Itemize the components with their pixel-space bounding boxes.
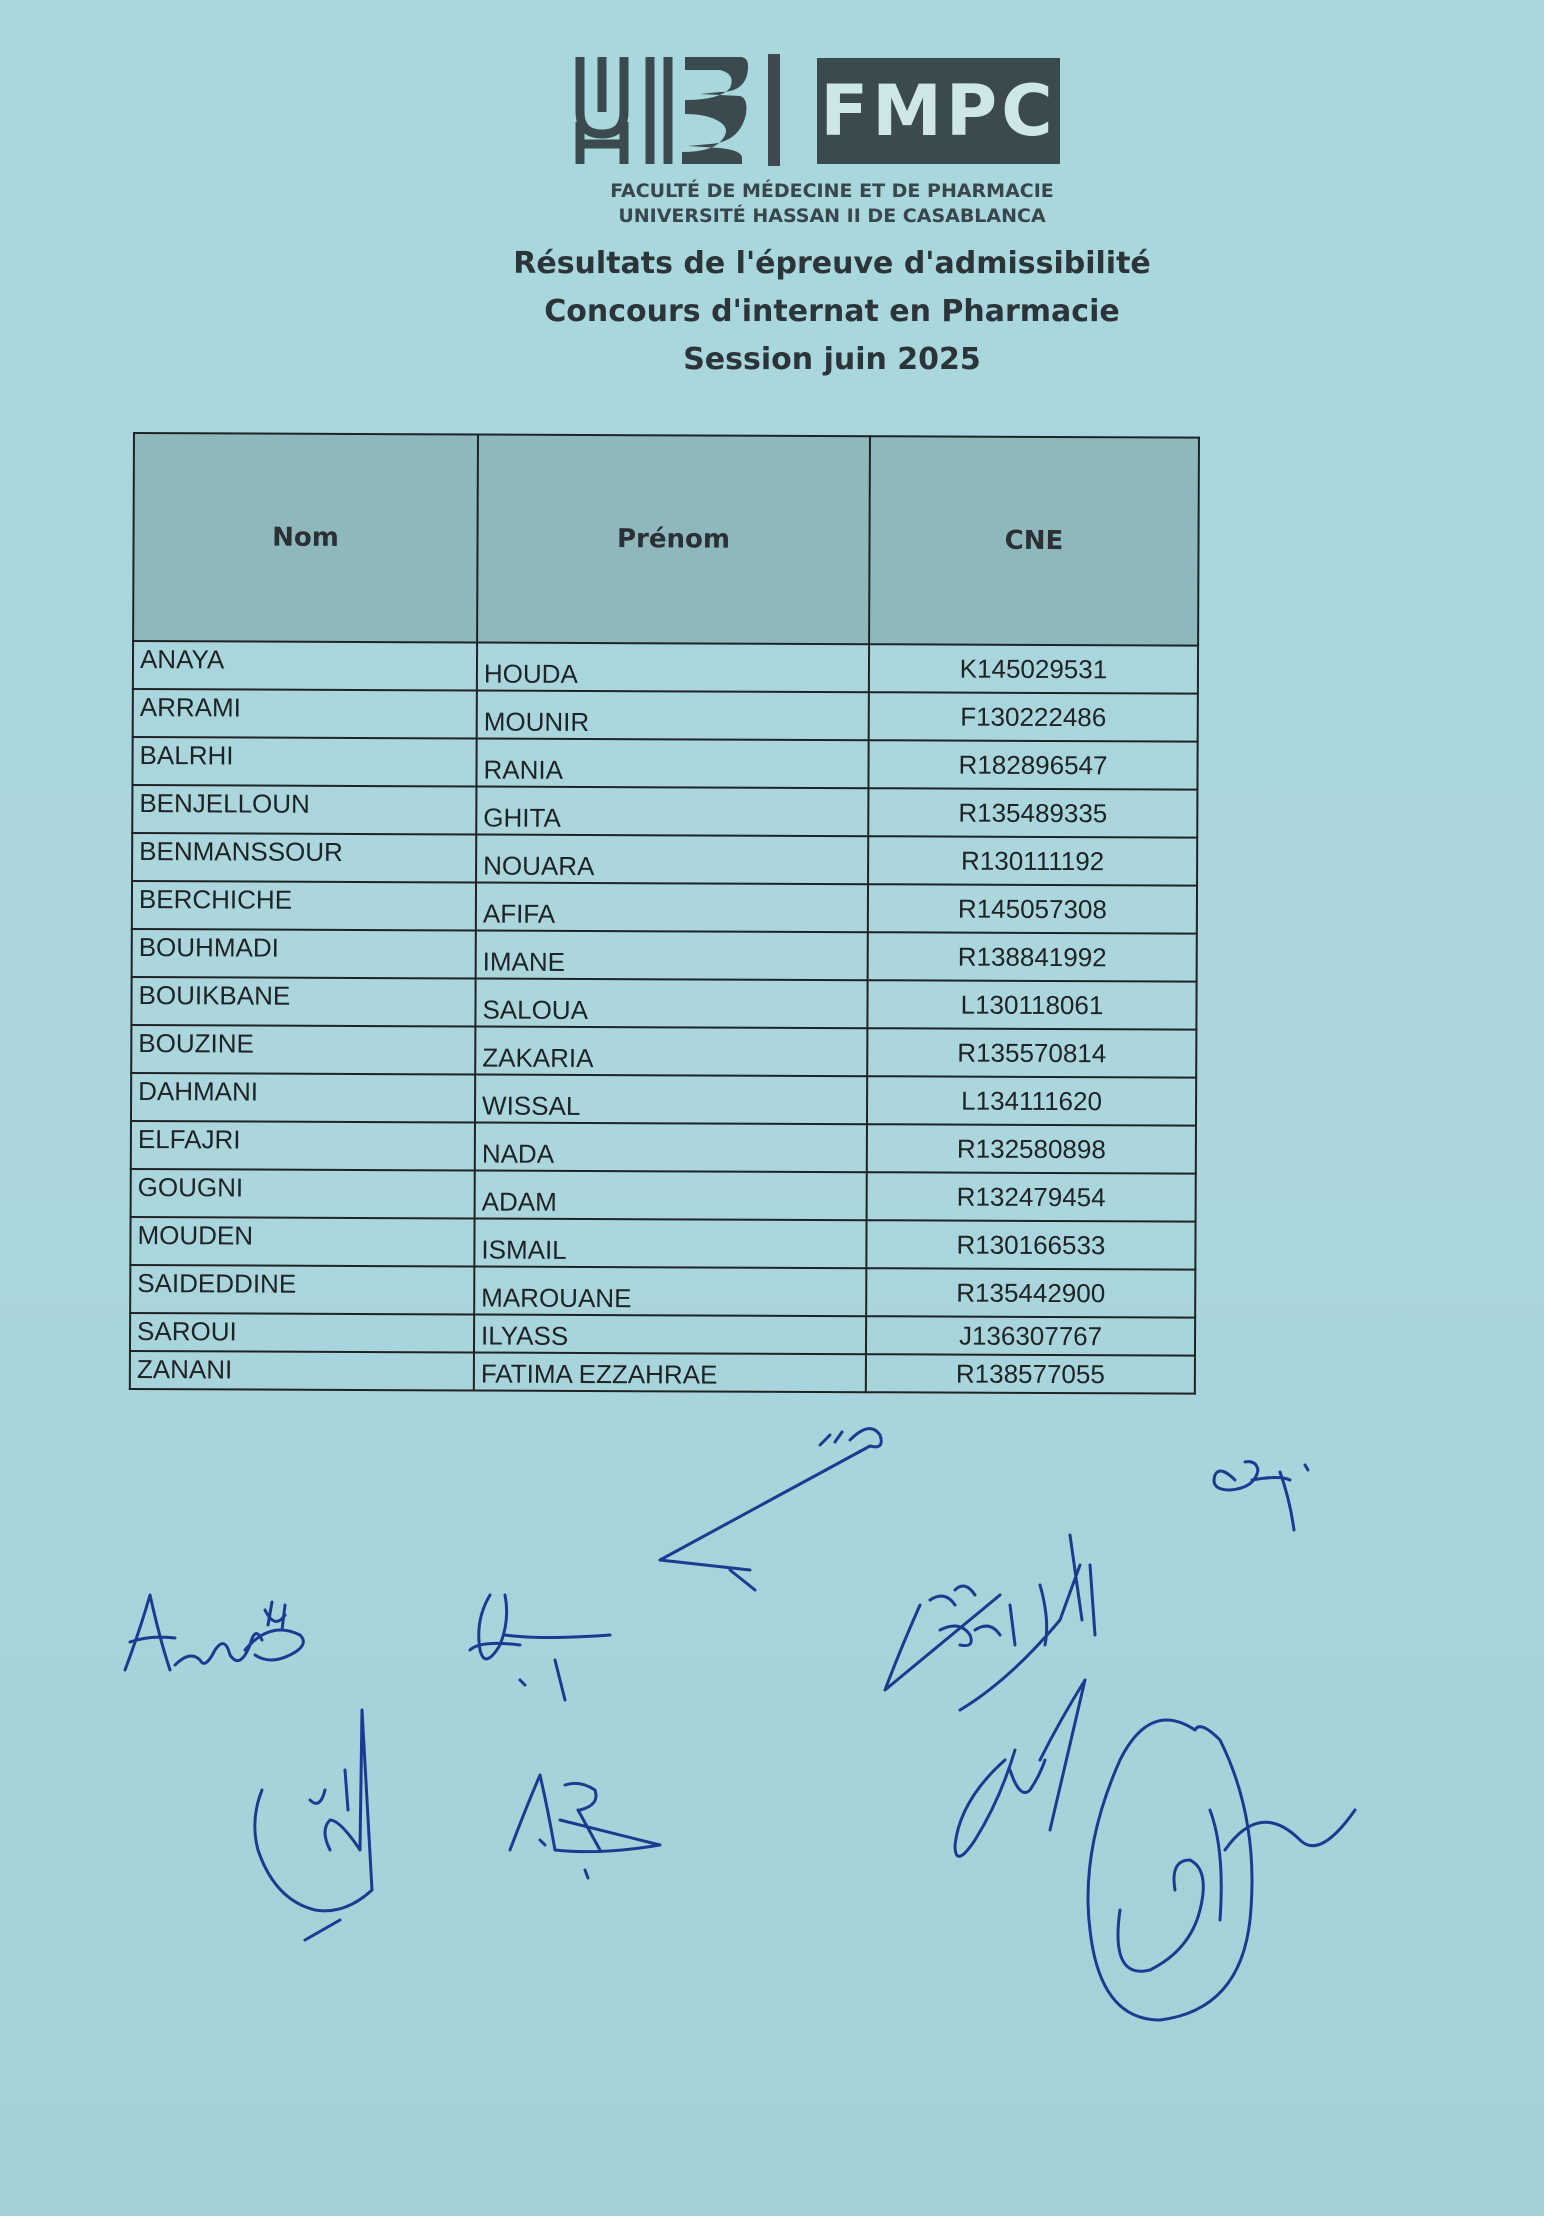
column-header-cne: CNE <box>869 436 1199 645</box>
cell-cne: R132580898 <box>867 1124 1196 1173</box>
cell-prenom: ADAM <box>475 1170 867 1220</box>
table-row <box>131 977 1196 1030</box>
table-row <box>133 641 1198 694</box>
cell-nom: SAROUI <box>130 1313 474 1353</box>
cell-prenom: NADA <box>475 1122 867 1172</box>
results-table <box>129 432 1200 1395</box>
signatures-area <box>0 1380 1544 2080</box>
logo-divider <box>768 54 780 166</box>
cell-prenom: WISSAL <box>475 1074 867 1124</box>
cell-cne: R135442900 <box>866 1268 1195 1317</box>
cell-cne: R138577055 <box>866 1354 1195 1393</box>
cell-prenom: MOUNIR <box>477 691 869 741</box>
cell-cne: L130118061 <box>867 980 1196 1029</box>
cell-nom: BOUHMADI <box>132 929 476 979</box>
signature-2 <box>660 1429 881 1590</box>
cell-nom: SAIDEDDINE <box>130 1265 474 1315</box>
cell-prenom: RANIA <box>476 739 868 789</box>
cell-cne: R182896547 <box>868 740 1197 789</box>
cell-cne: R145057308 <box>868 884 1197 933</box>
university-emblem-icon <box>570 52 750 167</box>
cell-cne: R130166533 <box>866 1220 1195 1269</box>
table-row <box>131 1025 1196 1078</box>
table-row <box>130 1217 1195 1270</box>
signature-4 <box>470 1595 610 1700</box>
page-title: Résultats de l'épreuve d'admissibilité <box>513 246 1151 281</box>
signature-6 <box>255 1710 372 1940</box>
cell-nom: BENMANSSOUR <box>132 833 476 883</box>
cell-nom: ELFAJRI <box>131 1121 475 1171</box>
cell-prenom: ILYASS <box>474 1314 866 1354</box>
table-row <box>130 1313 1195 1356</box>
cell-nom: BERCHICHE <box>132 881 476 931</box>
cell-cne: L134111620 <box>867 1076 1196 1125</box>
table-row <box>131 1169 1196 1222</box>
cell-nom: BOUZINE <box>131 1025 475 1075</box>
signature-5 <box>885 1535 1095 1710</box>
table-row <box>131 1121 1196 1174</box>
cell-nom: ZANANI <box>130 1351 474 1391</box>
cell-prenom: ISMAIL <box>474 1218 866 1268</box>
page-subtitle: Concours d'internat en Pharmacie <box>544 294 1120 329</box>
table-row <box>133 689 1198 742</box>
cell-cne: R135489335 <box>868 788 1197 837</box>
column-header-prenom: Prénom <box>477 435 870 645</box>
cell-nom: MOUDEN <box>130 1217 474 1267</box>
table-header-row <box>133 433 1199 646</box>
cell-nom: GOUGNI <box>131 1169 475 1219</box>
table-row <box>130 1265 1195 1318</box>
cell-cne: K145029531 <box>869 644 1198 693</box>
cell-cne: R138841992 <box>868 932 1197 981</box>
session-label: Session juin 2025 <box>683 342 981 377</box>
cell-cne: R130111192 <box>868 836 1197 885</box>
cell-prenom: MAROUANE <box>474 1266 866 1316</box>
cell-prenom: SALOUA <box>475 979 867 1029</box>
column-header-nom: Nom <box>133 433 478 642</box>
cell-prenom: IMANE <box>476 931 868 981</box>
university-name: UNIVERSITÉ HASSAN II DE CASABLANCA <box>618 205 1046 227</box>
cell-nom: BALRHI <box>132 737 476 787</box>
logo-wordmark: FMPC <box>817 58 1060 164</box>
signature-1 <box>125 1595 303 1670</box>
cell-cne: R132479454 <box>867 1172 1196 1221</box>
faculty-name: FACULTÉ DE MÉDECINE ET DE PHARMACIE <box>610 180 1054 202</box>
table-row <box>132 785 1197 838</box>
cell-nom: ANAYA <box>133 641 477 691</box>
signature-9 <box>1088 1720 1355 2020</box>
signature-7 <box>510 1775 660 1878</box>
cell-prenom: GHITA <box>476 787 868 837</box>
table-row <box>132 929 1197 982</box>
cell-nom: ARRAMI <box>133 689 477 739</box>
cell-cne: F130222486 <box>869 692 1198 741</box>
cell-nom: BOUIKBANE <box>131 977 475 1027</box>
cell-prenom: AFIFA <box>476 883 868 933</box>
cell-prenom: NOUARA <box>476 835 868 885</box>
fmpc-logo <box>570 52 1090 172</box>
cell-cne: J136307767 <box>866 1316 1195 1355</box>
table-row <box>132 833 1197 886</box>
cell-prenom: ZAKARIA <box>475 1026 867 1076</box>
table-row <box>132 881 1197 934</box>
cell-nom: BENJELLOUN <box>132 785 476 835</box>
cell-prenom: HOUDA <box>477 643 869 693</box>
signature-8 <box>955 1680 1085 1856</box>
cell-prenom: FATIMA EZZAHRAE <box>474 1352 866 1392</box>
table-row <box>131 1073 1196 1126</box>
cell-cne: R135570814 <box>867 1028 1196 1077</box>
table-row <box>132 737 1197 790</box>
signature-3 <box>1214 1462 1308 1530</box>
cell-nom: DAHMANI <box>131 1073 475 1123</box>
